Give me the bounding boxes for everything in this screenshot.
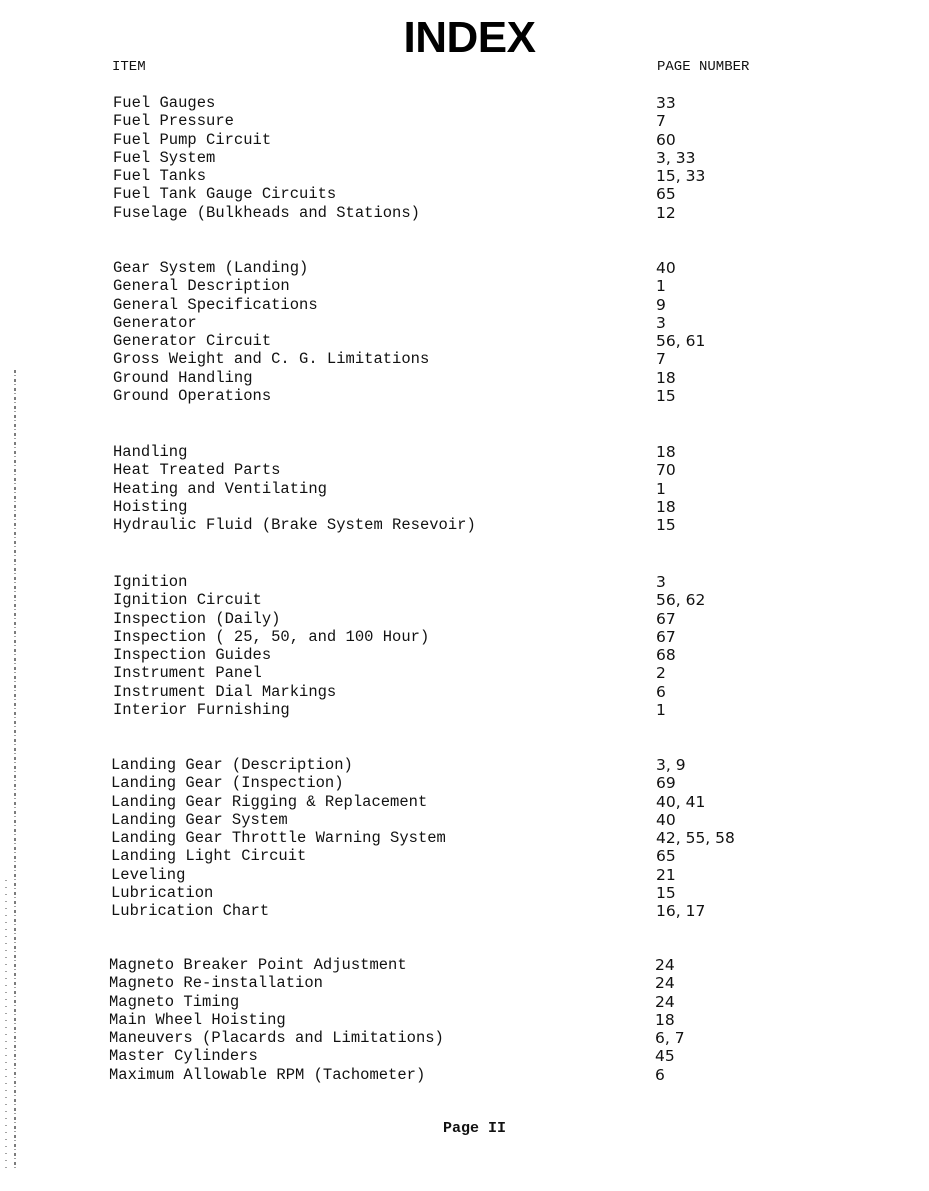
entry-pages: 6 (656, 682, 666, 701)
index-entry (0, 591, 929, 609)
entry-pages: 2 (656, 664, 666, 683)
entry-item: Heating and Ventilating (113, 479, 327, 498)
entry-item: Landing Gear (Description) (111, 756, 353, 774)
entry-item: Instrument Dial Markings (113, 682, 337, 701)
entry-pages: 7 (656, 350, 666, 369)
entry-item: Instrument Panel (113, 664, 262, 683)
index-entry (0, 610, 929, 628)
entry-pages: 67 (656, 609, 676, 628)
index-entry (0, 756, 929, 774)
entry-item: Interior Furnishing (113, 701, 290, 720)
entry-pages: 24 (655, 956, 675, 974)
entry-pages: 56, 61 (656, 332, 706, 351)
index-section-m (0, 956, 929, 1084)
entry-item: Magneto Re-installation (109, 974, 323, 993)
entry-pages: 18 (656, 443, 676, 461)
entry-item: Fuel System (113, 148, 216, 167)
page-footer-number: Page II (442, 1120, 506, 1137)
index-entry (0, 350, 929, 368)
entry-item: Landing Gear System (111, 810, 288, 829)
page-title: INDEX (403, 13, 536, 62)
index-entry (0, 829, 929, 847)
entry-pages: 3 (656, 313, 666, 332)
entry-pages: 6, 7 (655, 1029, 685, 1048)
index-section-h (0, 443, 929, 534)
entry-pages: 3, 33 (656, 148, 696, 167)
entry-pages: 15 (656, 516, 676, 535)
index-entry (0, 793, 929, 811)
entry-item: Ground Operations (113, 387, 272, 406)
index-entry (0, 884, 929, 902)
index-entry (0, 204, 929, 222)
entry-pages: 65 (656, 185, 676, 204)
entry-item: Fuel Tank Gauge Circuits (113, 185, 337, 204)
entry-pages: 18 (656, 368, 676, 387)
entry-pages: 1 (656, 701, 666, 720)
entry-pages: 24 (655, 992, 675, 1011)
index-entry (0, 866, 929, 884)
entry-item: Fuel Tanks (113, 167, 207, 186)
entry-item: Fuel Pressure (113, 112, 234, 131)
entry-pages: 45 (655, 1047, 675, 1066)
entry-pages: 33 (656, 94, 676, 112)
column-header-item: ITEM (112, 59, 146, 75)
entry-pages: 3 (656, 573, 666, 591)
index-entry (0, 369, 929, 387)
entry-item: Landing Gear (Inspection) (111, 774, 344, 793)
entry-pages: 6 (655, 1065, 665, 1084)
column-header-page-number: PAGE NUMBER (657, 59, 750, 75)
entry-item: Gross Weight and C. G. Limitations (113, 350, 430, 369)
index-entry (0, 480, 929, 498)
index-entry (0, 1011, 929, 1029)
index-entry (0, 131, 929, 149)
entry-pages: 1 (656, 479, 666, 498)
entry-pages: 18 (656, 497, 676, 516)
entry-item: Inspection ( 25, 50, and 100 Hour) (113, 627, 430, 646)
index-entry (0, 646, 929, 664)
entry-pages: 15, 33 (656, 167, 706, 186)
entry-item: Gear System (Landing) (113, 259, 309, 277)
index-entry (0, 683, 929, 701)
entry-item: Fuel Pump Circuit (113, 130, 272, 149)
index-entry (0, 277, 929, 295)
entry-item: Lubrication Chart (111, 902, 270, 921)
entry-pages: 60 (656, 130, 676, 149)
index-entry (0, 628, 929, 646)
index-entry (0, 498, 929, 516)
index-entry (0, 332, 929, 350)
entry-item: Inspection (Daily) (113, 609, 281, 628)
entry-item: Hoisting (113, 497, 188, 516)
entry-item: General Specifications (113, 295, 318, 314)
entry-pages: 70 (656, 461, 676, 480)
entry-item: Main Wheel Hoisting (109, 1010, 286, 1029)
index-entry (0, 259, 929, 277)
entry-item: Master Cylinders (109, 1047, 258, 1066)
entry-item: Landing Gear Throttle Warning System (111, 829, 446, 848)
index-section-f (0, 94, 929, 222)
index-entry (0, 774, 929, 792)
entry-item: Leveling (111, 865, 186, 884)
entry-item: General Description (113, 277, 290, 296)
index-entry (0, 701, 929, 719)
entry-item: Maximum Allowable RPM (Tachometer) (109, 1065, 426, 1084)
entry-item: Landing Light Circuit (111, 847, 307, 866)
index-entry (0, 993, 929, 1011)
entry-pages: 67 (656, 627, 676, 646)
entry-pages: 24 (655, 974, 675, 993)
index-entry (0, 443, 929, 461)
entry-pages: 16, 17 (656, 902, 706, 921)
index-entry (0, 902, 929, 920)
index-entry (0, 314, 929, 332)
entry-pages: 65 (656, 847, 676, 866)
entry-pages: 1 (656, 277, 666, 296)
index-entry (0, 974, 929, 992)
entry-pages: 15 (656, 387, 676, 406)
entry-item: Ignition Circuit (113, 591, 262, 610)
entry-pages: 40 (656, 259, 676, 277)
index-entry (0, 387, 929, 405)
entry-pages: 3, 9 (656, 756, 686, 774)
entry-pages: 18 (655, 1010, 675, 1029)
entry-item: Maneuvers (Placards and Limitations) (109, 1029, 444, 1048)
entry-item: Lubrication (111, 884, 214, 903)
entry-item: Fuselage (Bulkheads and Stations) (113, 203, 420, 222)
entry-pages: 69 (656, 774, 676, 793)
entry-item: Fuel Gauges (113, 94, 216, 112)
entry-pages: 68 (656, 646, 676, 665)
entry-item: Hydraulic Fluid (Brake System Resevoir) (113, 516, 476, 535)
index-section-g (0, 259, 929, 405)
index-entry (0, 1066, 929, 1084)
entry-pages: 9 (656, 295, 666, 314)
entry-pages: 56, 62 (656, 591, 706, 610)
entry-item: Inspection Guides (113, 646, 272, 665)
index-entry (0, 112, 929, 130)
entry-item: Magneto Breaker Point Adjustment (109, 956, 407, 974)
entry-pages: 15 (656, 884, 676, 903)
index-entry (0, 573, 929, 591)
index-entry (0, 94, 929, 112)
entry-pages: 42, 55, 58 (656, 829, 735, 848)
index-section-i (0, 573, 929, 719)
entry-item: Generator (113, 313, 197, 332)
entry-item: Landing Gear Rigging & Replacement (111, 792, 428, 811)
index-entry (0, 516, 929, 534)
index-entry (0, 664, 929, 682)
index-entry (0, 461, 929, 479)
index-entry (0, 1029, 929, 1047)
entry-item: Generator Circuit (113, 332, 272, 351)
entry-item: Ground Handling (113, 368, 253, 387)
index-entry (0, 149, 929, 167)
index-entry (0, 167, 929, 185)
index-entry (0, 1047, 929, 1065)
entry-pages: 40 (656, 810, 676, 829)
index-entry (0, 185, 929, 203)
entry-pages: 12 (656, 203, 676, 222)
entry-item: Heat Treated Parts (113, 461, 281, 480)
entry-item: Ignition (113, 573, 188, 591)
entry-item: Handling (113, 443, 188, 461)
entry-pages: 21 (656, 865, 676, 884)
index-section-l (0, 756, 929, 921)
index-entry (0, 847, 929, 865)
index-entry (0, 956, 929, 974)
index-entry (0, 811, 929, 829)
entry-item: Magneto Timing (109, 992, 240, 1011)
entry-pages: 40, 41 (656, 792, 706, 811)
entry-pages: 7 (656, 112, 666, 131)
index-entry (0, 296, 929, 314)
